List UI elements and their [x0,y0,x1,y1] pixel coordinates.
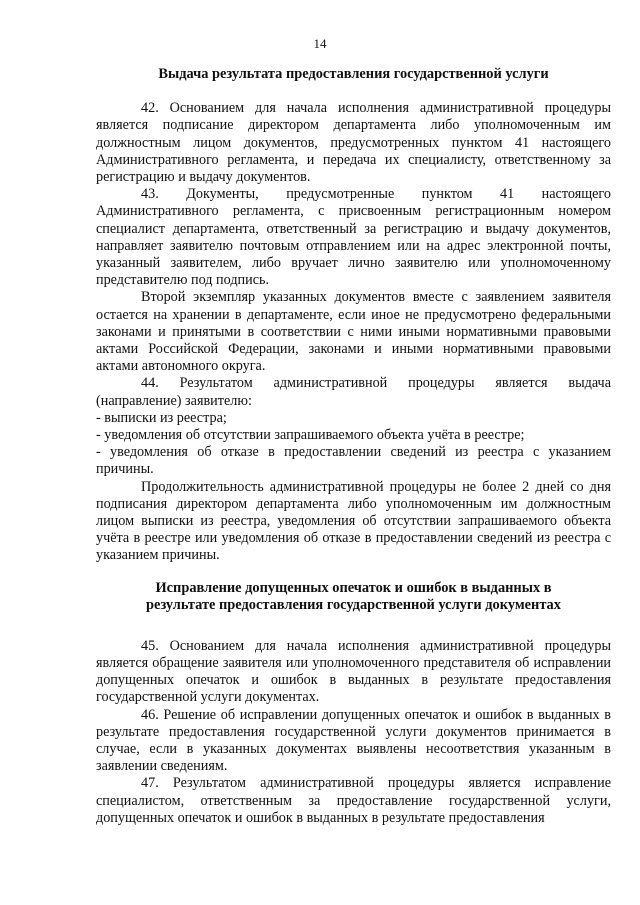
paragraph-45: 45. Основанием для начала исполнения административной процедуры является обращение заявителя или уполномоченного представителя об исправлении допущенных опечаток и ошибок в выданных в результате предоставления государственной услуги документах. [96,637,611,706]
list-item-refusal-notice: - уведомления об отказе в предоставлении сведений из реестра с указанием причины. [96,444,611,478]
paragraph-duration: Продолжительность административной процедуры не более 2 дней со дня подписания директором департамента либо уполномоченным им должностным лицом выписки из реестра, уведомления об отсутствии запрашиваемого объекта учёта в реестре или уведомления об отказе в предоставлении сведений из реестра с указанием причины. [96,478,611,564]
document-body [96,66,611,827]
paragraph-43: 43. Документы, предусмотренные пунктом 41 настоящего Административного регламента, с присвоенным регистрационным номером специалист департамента, ответственный за регистрацию и выдачу документов, направляет заявителю почтовым отправлением или на адрес электронной почты, указанный заявителем, либо вручает лично заявителю или уполномоченному представителю под подпись. [96,186,611,289]
paragraph-44: 44. Результатом административной процедуры является выдача (направление) заявителю: [96,375,611,409]
heading-line: Выдача результата предоставления государственной услуги [158,66,549,82]
paragraph-42: 42. Основанием для начала исполнения административной процедуры является подписание директором департамента либо уполномоченным им должностным лицом документов, предусмотренных пунктом 41 настоящего Административного регламента, и передача их специалисту, ответственному за регистрацию и выдачу документов. [96,100,611,186]
paragraph-46: 46. Решение об исправлении допущенных опечаток и ошибок в выданных в результате предоставления государственной услуги документов принимается в случае, если в указанных документах выявлены несоответствия указанным в заявлении сведениям. [96,706,611,775]
list-item-absence-notice: - уведомления об отсутствии запрашиваемого объекта учёта в реестре; [96,427,525,444]
heading-line: Исправление допущенных опечаток и ошибок в выданных в [155,579,552,596]
list-item-registry-extract: - выписки из реестра; [96,409,227,426]
paragraph-second-copy: Второй экземпляр указанных документов вместе с заявлением заявителя остается на хранении в департаменте, если иное не предусмотрено федеральными законами и принятыми в соответствии с ними иными нормативными правовыми актами Российской Федерации, законами и иными нормативными правовыми актами автономного округа. [96,289,611,375]
paragraph-47: 47. Результатом административной процедуры является исправление специалистом, ответственным за предоставление государственной услуги, допущенных опечаток и ошибок в выданных в результате предоставления [96,775,611,826]
section-heading-result-issuance [96,66,611,83]
page-number: 14 [313,36,327,51]
heading-line: результате предоставления государственной услуги документах [146,596,561,613]
section-heading-error-correction [96,580,611,614]
